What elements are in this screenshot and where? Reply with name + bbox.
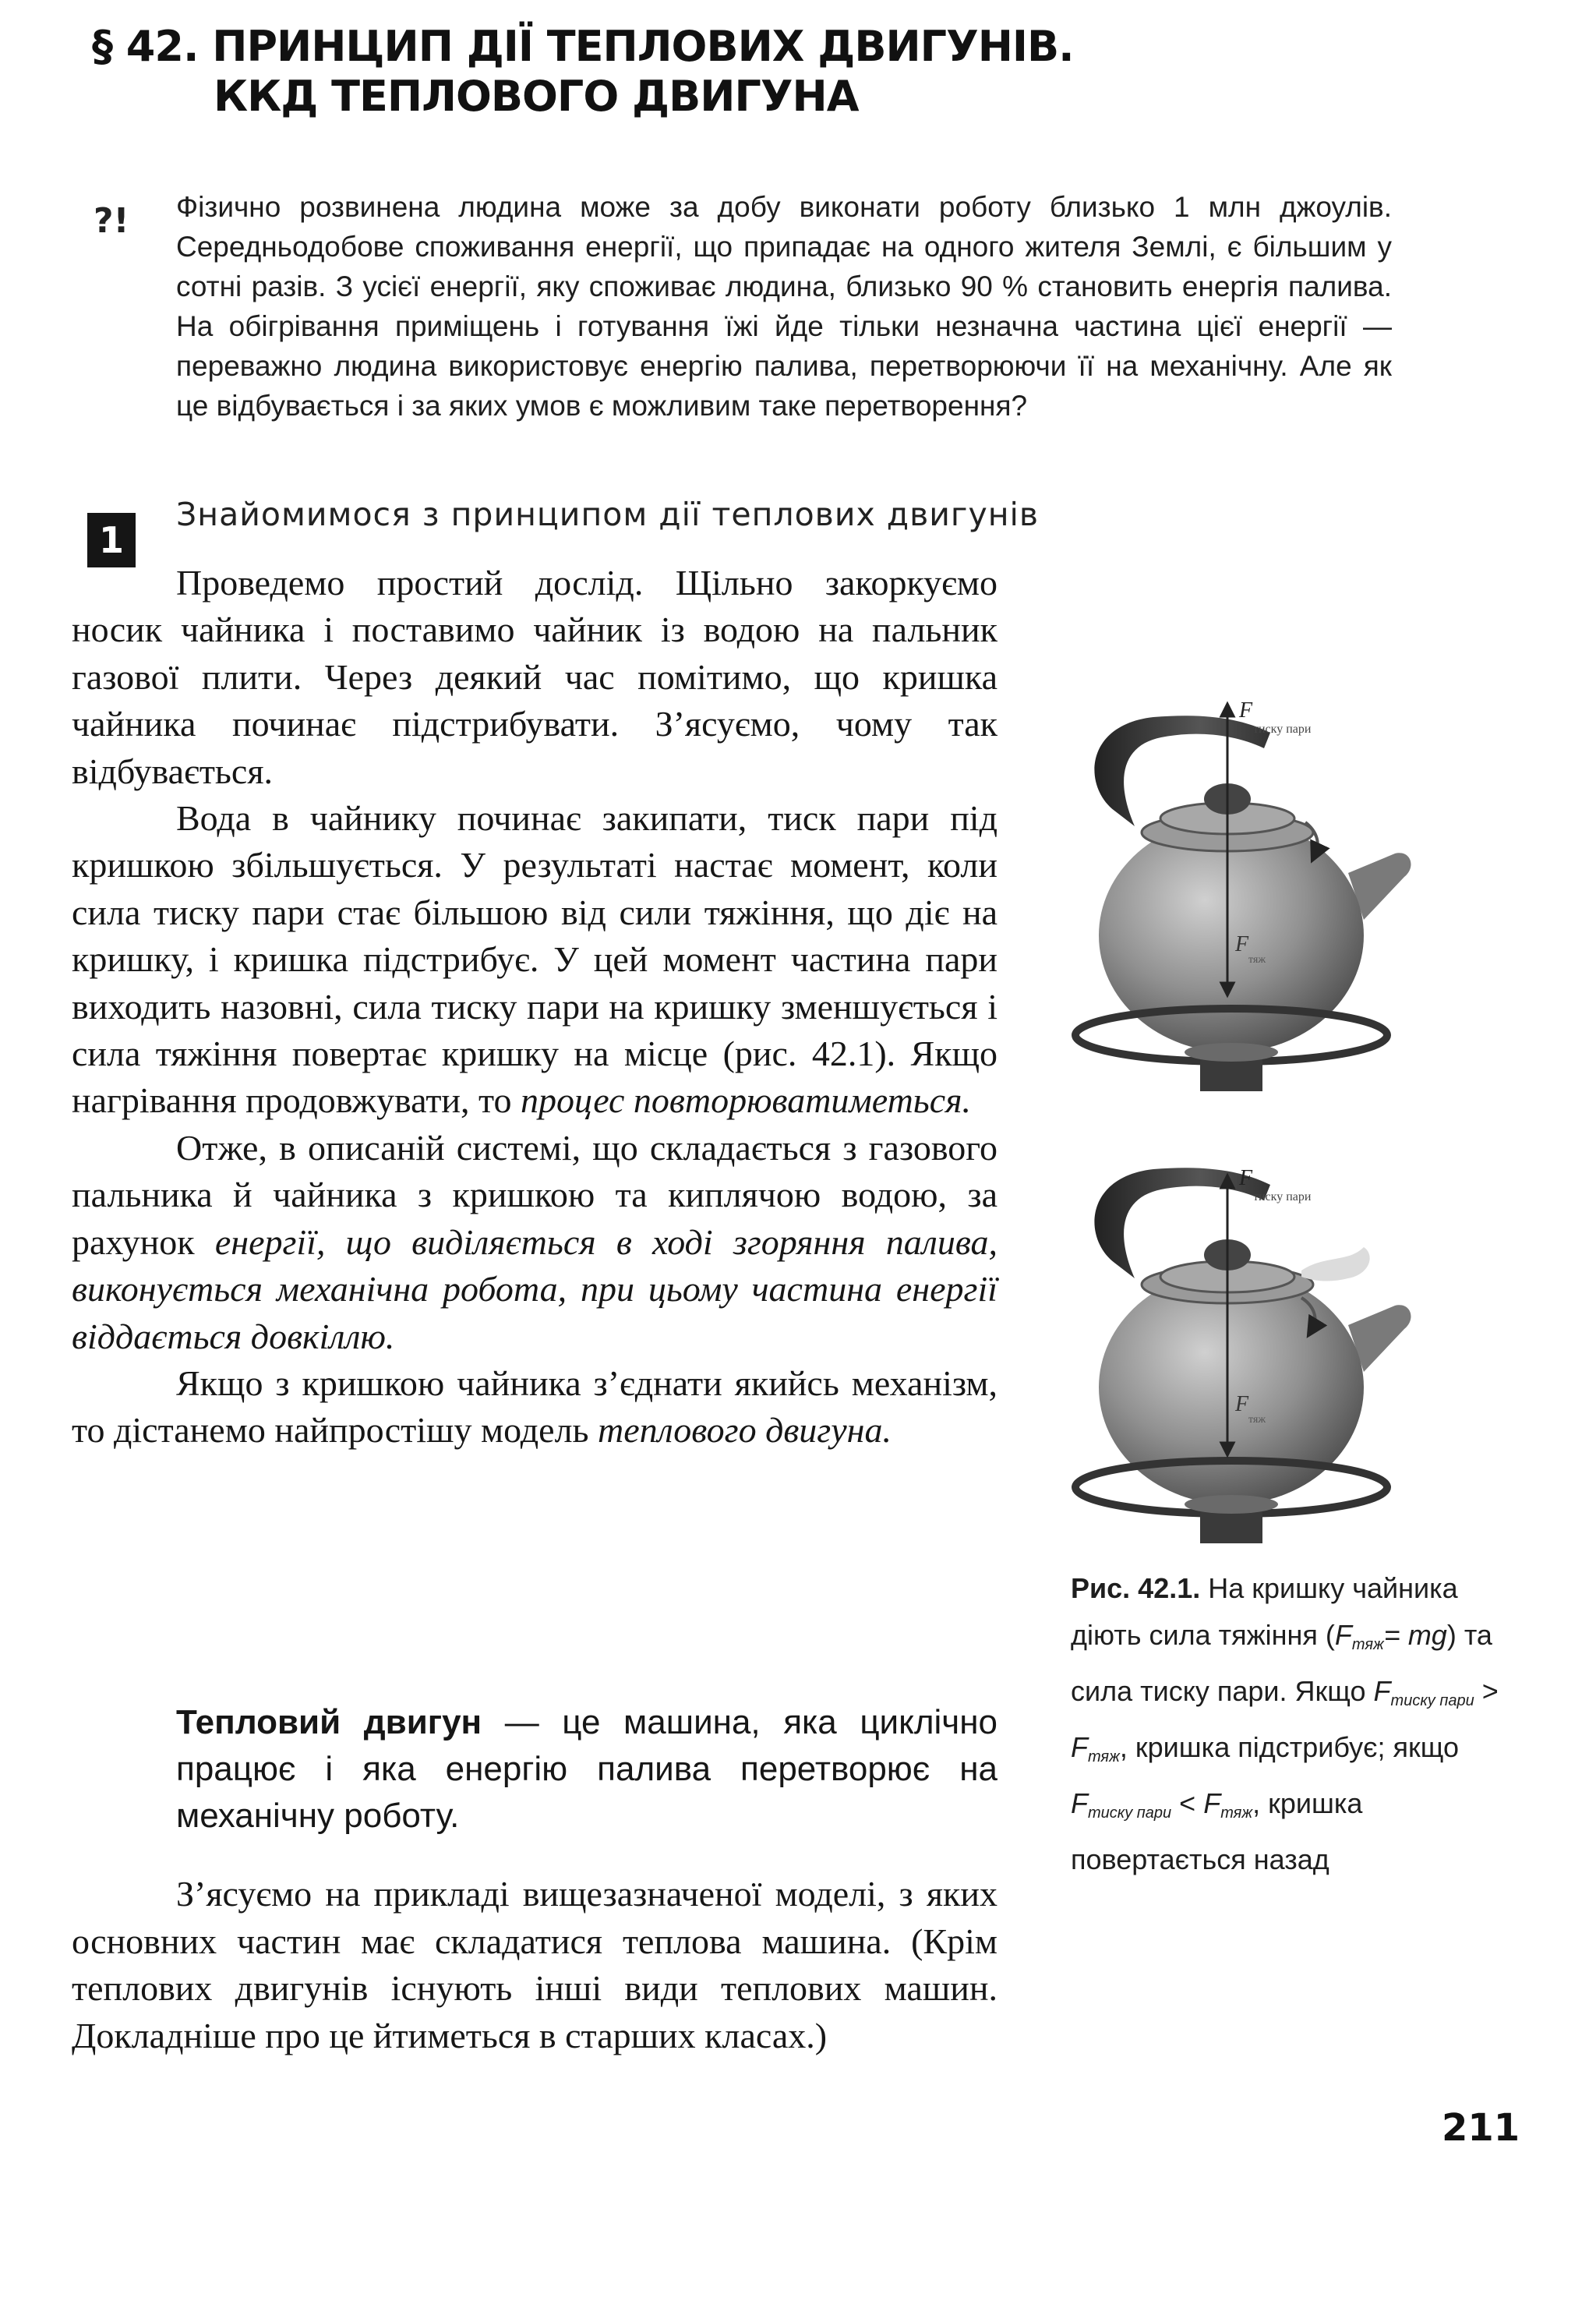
section-title-line1: § 42. ПРИНЦИП ДІЇ ТЕПЛОВИХ ДВИГУНІВ. [92, 22, 1074, 71]
definition-text: — це машина, яка циклічно працює і яка енергію палива перетворює на механічну роботу. [176, 1703, 998, 1835]
paragraph-1: Проведемо простий дослід. Щільно закоркуємо носик чайника і поставимо чайник із водою на пальник газової плити. Через деякий час помітимо, що кришка чайника починає підстрибувати. З’ясуємо, чому так відбувається. [72, 563, 998, 791]
intro-paragraph: Фізично розвинена людина може за добу виконати роботу близько 1 млн джоулів. Середньодобове споживання енергії, що припадає на одного жителя Землі, є більшим у сотні разів. З усієї енергії, яку споживає людина, близько 90 % становить енергія палива. На обігрівання приміщень і готування їжі йде тільки незначна частина цієї енергії — переважно людина використовує енергію палива, перетворюючи її на механічну. Але як це відбувається і за яких умов є можливим таке перетворення? [176, 191, 1392, 422]
caption-text-1: На кришку чайника діють сила тяжіння ( [1071, 1572, 1458, 1651]
kettle-lid-lifted [1075, 698, 1411, 1091]
paragraph-3 [72, 1125, 998, 1360]
paragraph-4-emphasis: теплового двигуна. [598, 1410, 892, 1451]
caption-less: < [1171, 1787, 1204, 1819]
caption-sub-steam: тиску пари [1088, 1804, 1172, 1822]
figure-caption [1071, 1565, 1507, 1883]
force-label-gravity: тяж [1248, 1414, 1266, 1426]
kettle-lid-closed [1075, 1166, 1411, 1543]
section-title-line2: ККД ТЕПЛОВОГО ДВИГУНА [214, 72, 859, 121]
paragraph-3-emphasis: енергії, що виділяється в ході згоряння палива, виконується механічна робота, при цьому частина енергії віддається довкіллю. [72, 1221, 998, 1356]
caption-formula: = mg [1383, 1619, 1447, 1651]
subsection-title: Знайомимося з принципом дії теплових двигунів [176, 496, 1040, 533]
caption-force-symbol: F [1334, 1619, 1352, 1651]
caption-sub-gravity: тяж [1088, 1748, 1120, 1765]
paragraph-4-text: Якщо з кришкою чайника з’єднати якийсь механізм, то дістанемо найпростішу модель [72, 1362, 998, 1451]
paragraph-2-text: Вода в чайнику починає закипати, тиск пари під кришкою збільшується. У результаті настає момент, коли сила тиску пари стає більшою від сили тяжіння, що діє на кришку, і кришка підстрибує. У цей момент частина пари виходить назовні, сила тиску пари на кришку зменшується і сила тяжіння повертає кришку на місце (рис. 42.1). Якщо нагрівання продовжувати, то [72, 798, 998, 1121]
question-exclamation-icon: ?! [94, 201, 129, 241]
steam-cloud [1301, 1247, 1370, 1281]
caption-force-symbol: F [1071, 1731, 1088, 1763]
definition-term: Тепловий двигун [176, 1703, 482, 1741]
paragraph-2-emphasis: процес повторюватиметься. [521, 1080, 972, 1121]
force-label-gravity: тяж [1248, 954, 1266, 966]
caption-force-symbol: F [1203, 1787, 1221, 1819]
force-symbol-steam: F [1239, 1166, 1253, 1190]
kettle-figure [1068, 686, 1442, 1551]
caption-sub-gravity: тяж [1351, 1636, 1384, 1653]
force-symbol-gravity: F [1235, 932, 1249, 956]
caption-text-2: ) та сила тиску пари. Якщо [1071, 1619, 1492, 1707]
caption-label: Рис. 42.1. [1071, 1572, 1201, 1604]
caption-sub-steam: тиску пари [1390, 1692, 1474, 1709]
paragraph-3-text: Отже, в описаній системі, що складається з газового пальника й чайника з кришкою та киплячою водою, за рахунок [72, 1127, 998, 1262]
caption-sub-gravity: тяж [1220, 1804, 1253, 1822]
page-number: 211 [1442, 2106, 1520, 2150]
force-label-steam: тиску пари [1253, 723, 1312, 736]
caption-text-4: , кришка повертається назад [1071, 1787, 1363, 1875]
definition-block [176, 1699, 998, 1840]
subsection-number-badge: 1 [87, 513, 136, 567]
paragraph-5: З’ясуємо на прикладі вищезазначеної моделі, з яких основних частин має складатися теплова машина. (Крім теплових двигунів існують інші види теплових машин. Докладніше про це йтиметься в старших класах.) [72, 1874, 998, 2055]
caption-force-symbol: F [1071, 1787, 1088, 1819]
main-text-column [72, 560, 998, 1454]
main-text-column-2 [72, 1871, 998, 2059]
force-symbol-steam: F [1239, 698, 1253, 723]
paragraph-2 [72, 795, 998, 1125]
caption-greater: > [1474, 1675, 1499, 1707]
paragraph-4 [72, 1360, 998, 1454]
caption-force-symbol: F [1373, 1675, 1391, 1707]
section-title [92, 22, 1074, 122]
caption-text-3: , кришка підстрибує; якщо [1119, 1731, 1460, 1763]
force-label-steam: тиску пари [1253, 1190, 1312, 1203]
force-symbol-gravity: F [1235, 1392, 1249, 1416]
